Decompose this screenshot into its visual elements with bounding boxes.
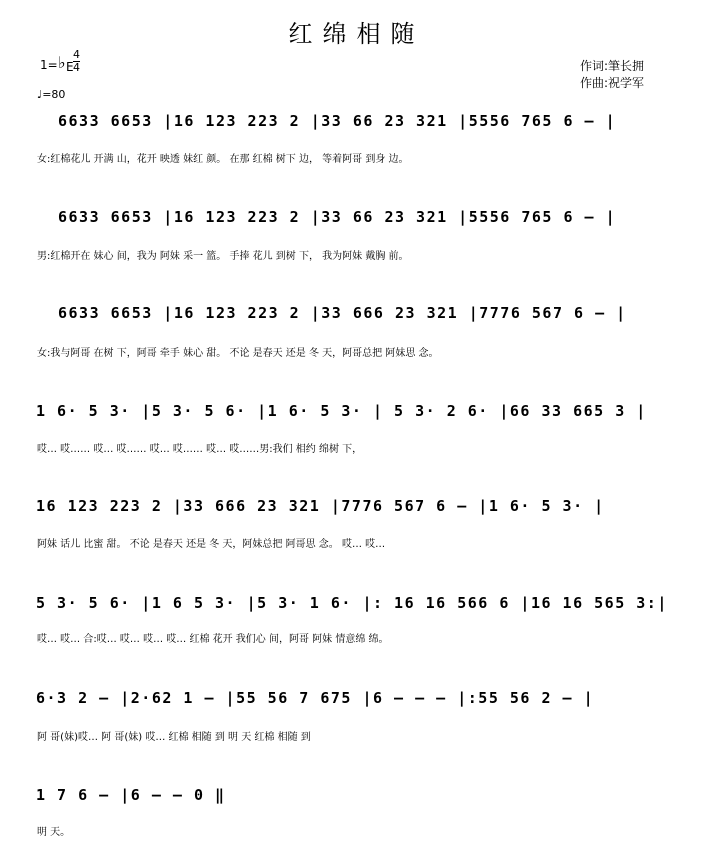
- lyric-line-2: 男:红棉开在 妹心 间，我为 阿妹 采一 篮。 手捧 花儿 到树 下， 我为阿妹 戴胸 前。: [37, 251, 409, 262]
- composer: 作曲:祝学军: [580, 76, 645, 90]
- lyric-line-3: 女:我与阿哥 在树 下，阿哥 牵手 妹心 甜。 不论 是春天 还是 冬 天，阿哥总把 阿妹思 念。: [37, 348, 439, 359]
- lyric-line-5: 阿妹 话儿 比蜜 甜。 不论 是春天 还是 冬 天，阿妹总把 阿哥思 念。 哎… 哎…: [37, 539, 386, 550]
- time-signature-bottom: 4: [73, 61, 80, 74]
- time-signature: [73, 49, 80, 74]
- key-note: E: [66, 60, 74, 74]
- key-signature: [40, 58, 58, 72]
- notation-line-7: 6·3 2 – |2·62 1 – |55 56 7 675 |6 – – – |:55 56 2 – |: [36, 689, 595, 707]
- time-signature-top: 4: [73, 48, 80, 61]
- tempo-marking: ♩=80: [37, 88, 66, 101]
- notation-line-4: 1 6· 5 3· |5 3· 5 6· |1 6· 5 3· | 5 3· 2 6· |66 33 665 3 |: [36, 402, 647, 420]
- lyric-line-6: 哎… 哎… 合:哎… 哎… 哎… 哎… 红棉 花开 我们心 间，阿哥 阿妹 情意绵 绵。: [37, 634, 389, 645]
- lyric-line-4: 哎… 哎…… 哎… 哎…… 哎… 哎…… 哎… 哎……男:我们 相约 绵树 下，: [37, 444, 363, 455]
- notation-line-1: 6633 6653 |16 123 223 2 |33 66 23 321 |5556 765 6 – |: [58, 112, 617, 130]
- lyric-line-1: 女:红棉花儿 开满 山，花开 映透 妹红 颜。 在那 红棉 树下 边， 等着阿哥 到身 边。: [37, 154, 409, 165]
- notation-line-8: 1 7 6 – |6 – – 0 ‖: [36, 786, 226, 804]
- notation-line-2: 6633 6653 |16 123 223 2 |33 66 23 321 |5556 765 6 – |: [58, 208, 617, 226]
- key-label: 1=: [40, 58, 58, 72]
- notation-line-5: 16 123 223 2 |33 666 23 321 |7776 567 6 – |1 6· 5 3· |: [36, 497, 605, 515]
- credits: [580, 58, 644, 92]
- notation-line-6: 5 3· 5 6· |1 6 5 3· |5 3· 1 6· |: 16 16 566 6 |16 16 565 3:|: [36, 594, 668, 612]
- flat-sign: ♭: [58, 53, 66, 72]
- song-title: 红绵相随: [288, 20, 425, 48]
- notation-line-3: 6633 6653 |16 123 223 2 |33 666 23 321 |7776 567 6 – |: [58, 304, 627, 322]
- lyricist: 作词:筆长拥: [580, 59, 645, 73]
- lyric-line-8: 明 天。: [37, 827, 71, 838]
- lyric-line-7: 阿 哥(妹)哎… 阿 哥(妹) 哎… 红棉 相随 到 明 天 红棉 相随 到: [37, 732, 311, 743]
